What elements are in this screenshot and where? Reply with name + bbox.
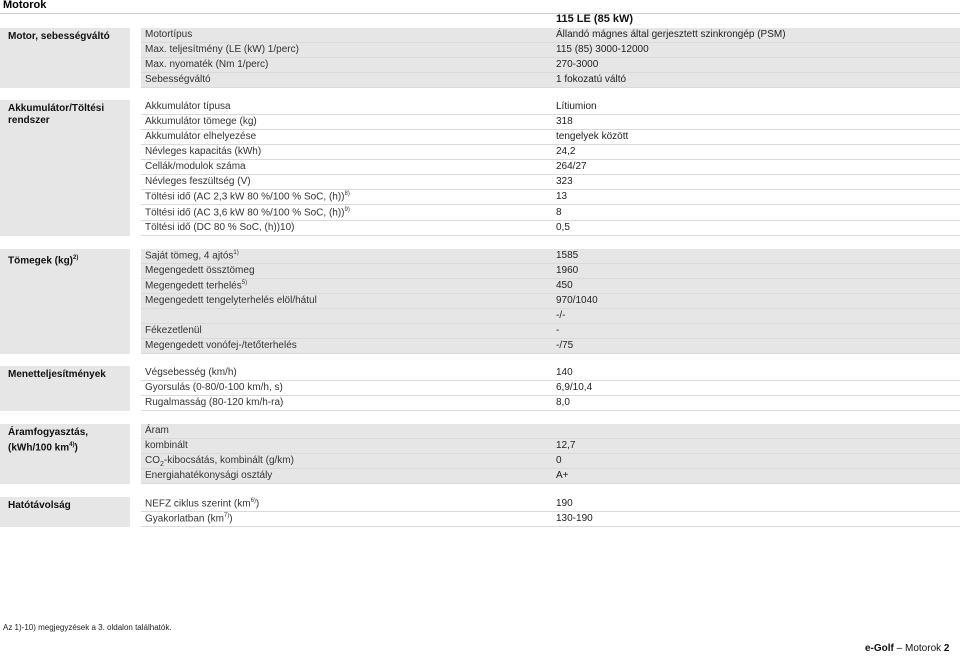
section-label: Hatótávolság <box>0 497 130 527</box>
section-label-text: (kWh/100 km <box>8 442 70 454</box>
row-label-text: ) <box>229 513 233 525</box>
section-label-line <box>8 439 130 454</box>
row-value: 24,2 <box>556 146 576 157</box>
row-value: Állandó mágnes által gerjesztett szinkrongép (PSM) <box>556 29 786 40</box>
row-value: Lítiumion <box>556 101 597 112</box>
row-label-text: Megengedett terhelés <box>145 280 242 292</box>
table-row <box>141 279 960 294</box>
row-value: 264/27 <box>556 161 587 172</box>
row-value: 190 <box>556 498 573 509</box>
row-label: kombinált <box>145 440 188 451</box>
table-row <box>141 43 960 58</box>
table-row <box>141 264 960 279</box>
row-label: Áram <box>145 425 169 436</box>
row-label: Sebességváltó <box>145 74 211 85</box>
row-value: 6,9/10,4 <box>556 382 593 393</box>
table-row <box>141 160 960 175</box>
footnote-ref: 7) <box>223 513 230 519</box>
footnote-ref: 6) <box>250 498 256 504</box>
row-label: Gyorsulás (0-80/0-100 km/h, s) <box>145 382 283 393</box>
table-row <box>141 175 960 190</box>
row-value: - <box>556 325 560 336</box>
row-label <box>145 191 350 202</box>
row-value: 270-3000 <box>556 59 599 70</box>
column-heading: 115 LE (85 kW) <box>556 13 634 25</box>
section-label-text: Tömegek (kg) <box>8 255 74 267</box>
row-label: Akkumulátor tömege (kg) <box>145 116 257 127</box>
table-row <box>141 439 960 454</box>
row-label-text: -kibocsátás, kombinált (g/km) <box>163 455 294 466</box>
row-value: 8 <box>556 207 562 218</box>
row-label: Max. teljesítmény (LE (kW) 1/perc) <box>145 44 299 55</box>
footer-model: e-Golf <box>865 643 894 654</box>
footer-section: Motorok <box>905 643 942 654</box>
table-row <box>141 324 960 339</box>
row-value: tengelyek között <box>556 131 629 142</box>
row-label: Cellák/modulok száma <box>145 161 246 172</box>
table-row <box>141 73 960 88</box>
page-title-bar <box>0 0 960 14</box>
row-value: 1 fokozatú váltó <box>556 74 627 85</box>
table-row <box>141 469 960 484</box>
row-label <box>145 455 294 468</box>
table-row <box>141 309 960 324</box>
row-label-text: Töltési idő (AC 3,6 kW 80 %/100 % SoC, (h)) <box>145 207 345 219</box>
row-label: Akkumulátor típusa <box>145 101 231 112</box>
row-label: Fékezetlenül <box>145 325 202 336</box>
row-value: 8,0 <box>556 397 570 408</box>
row-value: 1960 <box>556 265 579 276</box>
row-value: 13 <box>556 191 568 202</box>
row-value: 970/1040 <box>556 295 598 306</box>
row-value: 450 <box>556 280 573 291</box>
footnote-ref: 8) <box>344 191 350 197</box>
row-label: Rugalmasság (80-120 km/h-ra) <box>145 397 284 408</box>
row-label: Végsebesség (km/h) <box>145 367 237 378</box>
row-label-text: ) <box>255 498 260 510</box>
footer-separator: – <box>893 643 906 654</box>
row-label: Megengedett tengelyterhelés elöl/hátul <box>145 295 317 306</box>
row-value: A+ <box>556 470 569 481</box>
table-row <box>141 454 960 469</box>
table-row <box>141 497 960 512</box>
table-row <box>141 190 960 205</box>
table-row <box>141 206 960 221</box>
row-label: Energiahatékonysági osztály <box>145 470 273 481</box>
row-label-text: Gyakorlatban (km <box>145 513 224 525</box>
section-label: Motor, sebességváltó <box>0 28 130 88</box>
row-label: Megengedett vonófej-/tetőterhelés <box>145 340 297 351</box>
row-value: 130-190 <box>556 513 593 524</box>
section-label-line: Áramfogyasztás, <box>8 427 89 438</box>
table-row <box>141 145 960 160</box>
table-row <box>141 115 960 130</box>
row-value: -/75 <box>556 340 574 351</box>
footnote-ref: 1) <box>233 250 239 256</box>
footnote-ref: 9) <box>344 207 350 213</box>
footnote-ref: 4) <box>69 442 75 448</box>
table-row <box>141 294 960 309</box>
table-row <box>141 221 960 236</box>
section-label-line: Akkumulátor/Töltési <box>8 103 105 114</box>
section-label-line: rendszer <box>8 115 50 126</box>
row-value: 115 (85) 3000-12000 <box>556 44 649 55</box>
table-row <box>141 512 960 527</box>
table-row <box>141 424 960 439</box>
footnote: Az 1)-10) megjegyzések a 3. oldalon találhatók. <box>3 623 172 632</box>
section-label <box>0 100 130 236</box>
row-label <box>145 498 259 509</box>
row-label <box>145 513 233 524</box>
table-row <box>141 339 960 354</box>
row-label: Max. nyomaték (Nm 1/perc) <box>145 59 269 70</box>
row-label: Névleges kapacitás (kWh) <box>145 146 262 157</box>
row-label-text: Töltési idő (AC 2,3 kW 80 %/100 % SoC, (h)) <box>145 191 345 203</box>
row-value: -/- <box>556 310 566 321</box>
row-label-text: Saját tömeg, 4 ajtós <box>145 250 234 262</box>
table-row <box>141 58 960 73</box>
row-value: 0,5 <box>556 222 570 233</box>
row-label-text: CO <box>145 455 160 466</box>
section-label-text: ) <box>74 442 78 454</box>
row-value: 12,7 <box>556 440 576 451</box>
footnote-ref: 5) <box>241 280 248 286</box>
page-number: 2 <box>943 643 950 654</box>
table-row <box>141 130 960 145</box>
row-label <box>145 207 350 218</box>
row-label: Megengedett össztömeg <box>145 265 255 276</box>
row-label-text: NEFZ ciklus szerint (km <box>145 498 251 510</box>
row-label: Töltési idő (DC 80 % SoC, (h))10) <box>145 222 295 233</box>
row-label <box>145 250 239 261</box>
row-value: 318 <box>556 116 573 127</box>
page-title: Motorok <box>3 0 47 11</box>
table-row <box>141 366 960 381</box>
table-row <box>141 100 960 115</box>
row-label: Motortípus <box>145 29 193 40</box>
page-footer <box>865 643 949 654</box>
table-row <box>141 28 960 43</box>
row-value: 140 <box>556 367 573 378</box>
section-label <box>0 249 130 354</box>
footnote-ref: 2) <box>73 255 79 261</box>
section-label <box>0 424 130 484</box>
section-label: Menetteljesítmények <box>0 366 130 411</box>
table-row <box>141 381 960 396</box>
row-label: Akkumulátor elhelyezése <box>145 131 257 142</box>
row-label <box>145 280 247 291</box>
row-label: Névleges feszültség (V) <box>145 176 251 187</box>
row-value: 1585 <box>556 250 579 261</box>
table-row <box>141 396 960 411</box>
table-row <box>141 249 960 264</box>
subscript: 2 <box>160 461 164 468</box>
row-value: 0 <box>556 455 562 466</box>
row-value: 323 <box>556 176 573 187</box>
